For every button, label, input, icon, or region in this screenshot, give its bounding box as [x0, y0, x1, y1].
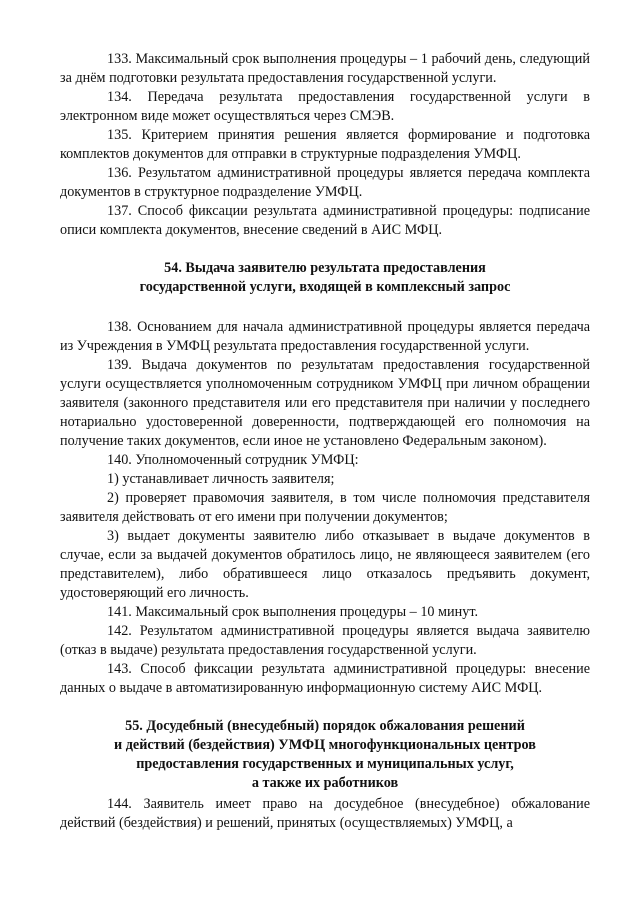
paragraph-139: 139. Выдача документов по результатам предоставления государственной услуги осуществляется уполномоченным сотрудником УМФЦ при личном обращении заявителя (законного представителя или его представителя при наличии у последнего нотариально удостоверенной доверенности, подтверждающей его полномочия на получение таких документов, если иное не установлено Федеральным законом).	[60, 357, 590, 449]
section-heading-55	[60, 717, 590, 793]
paragraph-143: 143. Способ фиксации результата административной процедуры: внесение данных о выдаче в автоматизированную информационную систему АИС МФЦ.	[60, 661, 590, 696]
section-heading-54-line-1: 54. Выдача заявителю результата предоставления	[164, 260, 486, 276]
list-item-1: 1) устанавливает личность заявителя;	[107, 471, 335, 487]
section-heading-55-line-1: 55. Досудебный (внесудебный) порядок обжалования решений	[125, 718, 525, 734]
paragraph-141: 141. Максимальный срок выполнения процедуры – 10 минут.	[107, 604, 478, 620]
paragraph-134: 134. Передача результата предоставления государственной услуги в электронном виде может осуществляться через СМЭВ.	[60, 89, 590, 124]
list-item-2: 2) проверяет правомочия заявителя, в том числе полномочия представителя заявителя действовать от его имени при получении документов;	[60, 490, 590, 525]
paragraph-137: 137. Способ фиксации результата административной процедуры: подписание описи комплекта документов, внесение сведений в АИС МФЦ.	[60, 203, 590, 238]
paragraph-140: 140. Уполномоченный сотрудник УМФЦ:	[107, 452, 359, 468]
paragraph-138: 138. Основанием для начала административной процедуры является передача из Учреждения в УМФЦ результата предоставления государственной услуги.	[60, 319, 590, 354]
paragraph-135: 135. Критерием принятия решения является формирование и подготовка комплектов документов для отправки в структурные подразделения УМФЦ.	[60, 127, 590, 162]
section-heading-55-line-3: предоставления государственных и муниципальных услуг,	[136, 756, 514, 772]
paragraph-142: 142. Результатом административной процедуры является выдача заявителю (отказ в выдаче) результата предоставления государственной услуги.	[60, 623, 590, 658]
section-heading-54	[60, 259, 590, 297]
paragraph-136: 136. Результатом административной процедуры является передача комплекта документов в структурное подразделение УМФЦ.	[60, 165, 590, 200]
section-heading-55-line-2: и действий (бездействия) УМФЦ многофункциональных центров	[114, 737, 536, 753]
section-heading-54-line-2: государственной услуги, входящей в комплексный запрос	[139, 279, 511, 295]
section-heading-55-line-4: а также их работников	[251, 775, 399, 791]
paragraph-144: 144. Заявитель имеет право на досудебное (внесудебное) обжалование действий (бездействия) и решений, принятых (осуществляемых) УМФЦ, а	[60, 796, 590, 831]
document-page	[60, 50, 590, 833]
list-item-3: 3) выдает документы заявителю либо отказывает в выдаче документов в случае, если за выдачей документов обратилось лицо, не являющееся заявителем (его представителем), либо обратившееся лицо отказалось предъявить документ, удостоверяющий его личность.	[60, 528, 590, 601]
paragraph-133: 133. Максимальный срок выполнения процедуры – 1 рабочий день, следующий за днём подготовки результата предоставления государственной услуги.	[60, 51, 590, 86]
